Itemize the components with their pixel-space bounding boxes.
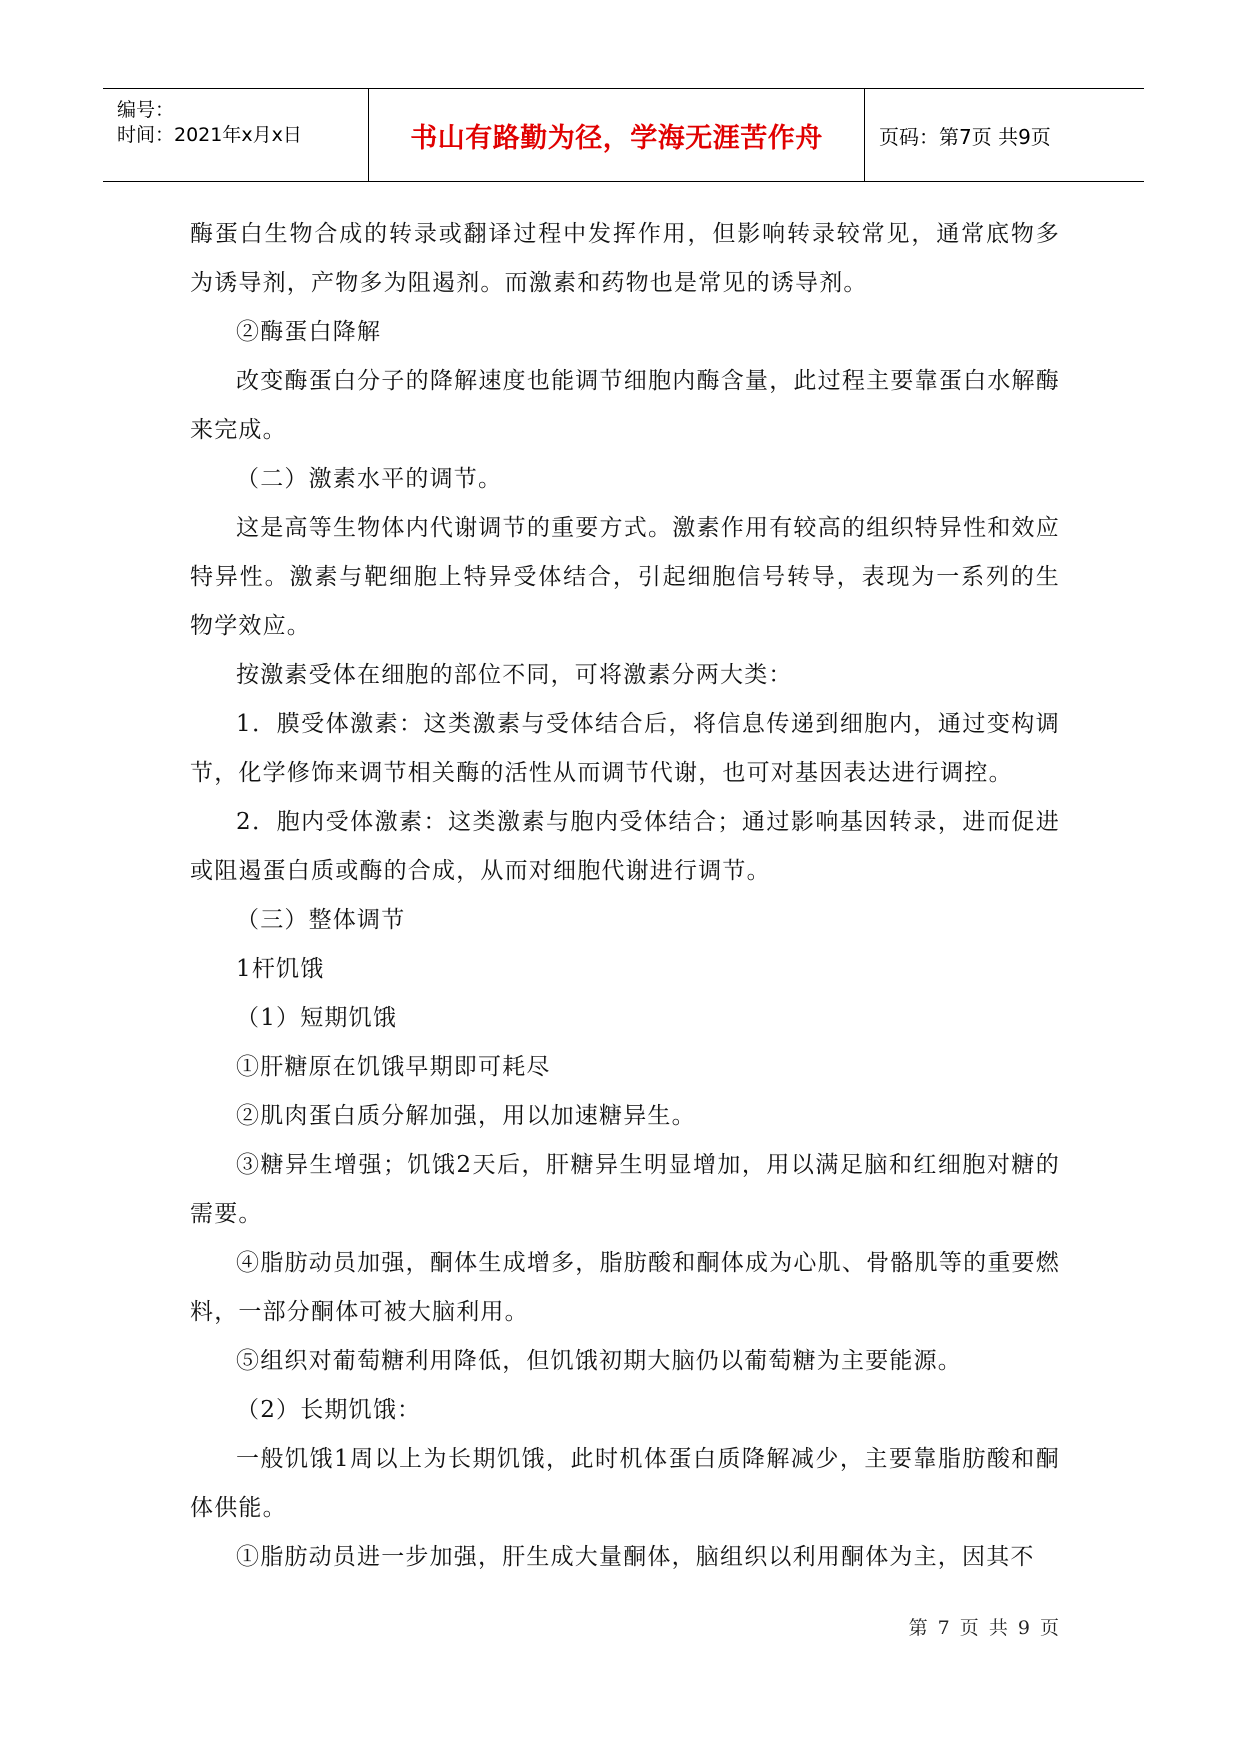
paragraph: ⑤组织对葡萄糖利用降低，但饥饿初期大脑仍以葡萄糖为主要能源。 [236, 1348, 962, 1374]
paragraph: ①肝糖原在饥饿早期即可耗尽 [236, 1054, 551, 1080]
paragraph: 1杆饥饿 [236, 956, 325, 982]
paragraph: ②肌肉蛋白质分解加强，用以加速糖异生。 [236, 1103, 696, 1129]
header-info-cell [103, 89, 369, 181]
paragraph: 1．膜受体激素：这类激素与受体结合后，将信息传递到细胞内，通过变构调节，化学修饰来调节相关酶的活性从而调节代谢，也可对基因表达进行调控。 [190, 711, 1060, 786]
paragraph: 改变酶蛋白分子的降解速度也能调节细胞内酶含量，此过程主要靠蛋白水解酶来完成。 [190, 368, 1060, 443]
number-label: 编号： [117, 99, 175, 121]
paragraph: ①脂肪动员进一步加强，肝生成大量酮体，脑组织以利用酮体为主，因其不 [236, 1544, 1035, 1570]
page-code: 页码：第7页 共9页 [879, 124, 1051, 149]
document-body [190, 210, 1060, 1582]
paragraph: （二）激素水平的调节。 [236, 466, 503, 492]
paragraph: ④脂肪动员加强，酮体生成增多，脂肪酸和酮体成为心肌、骨骼肌等的重要燃料，一部分酮体可被大脑利用。 [190, 1250, 1060, 1325]
paragraph: 按激素受体在细胞的部位不同，可将激素分两大类： [236, 662, 793, 688]
paragraph: 这是高等生物体内代谢调节的重要方式。激素作用有较高的组织特异性和效应特异性。激素与靶细胞上特异受体结合，引起细胞信号转导，表现为一系列的生物学效应。 [190, 515, 1060, 639]
time-label: 时间：2021年x月x日 [117, 124, 302, 146]
paragraph: ③糖异生增强；饥饿2天后，肝糖异生明显增加，用以满足脑和红细胞对糖的需要。 [190, 1152, 1060, 1227]
paragraph: 酶蛋白生物合成的转录或翻译过程中发挥作用，但影响转录较常见，通常底物多为诱导剂，产物多为阻遏剂。而激素和药物也是常见的诱导剂。 [190, 221, 1060, 296]
motto-title: 书山有路勤为径，学海无涯苦作舟 [369, 89, 865, 181]
paragraph: （1）短期饥饿 [236, 1005, 398, 1031]
paragraph: 一般饥饿1周以上为长期饥饿，此时机体蛋白质降解减少，主要靠脂肪酸和酮体供能。 [190, 1446, 1060, 1521]
page-footer: 第 7 页 共 9 页 [908, 1617, 1061, 1639]
paragraph: （2）长期饥饿： [236, 1397, 422, 1423]
paragraph: （三）整体调节 [236, 907, 406, 933]
paragraph: ②酶蛋白降解 [236, 319, 382, 345]
page-header [103, 88, 1144, 182]
paragraph: 2．胞内受体激素：这类激素与胞内受体结合；通过影响基因转录，进而促进或阻遏蛋白质或酶的合成，从而对细胞代谢进行调节。 [190, 809, 1060, 884]
